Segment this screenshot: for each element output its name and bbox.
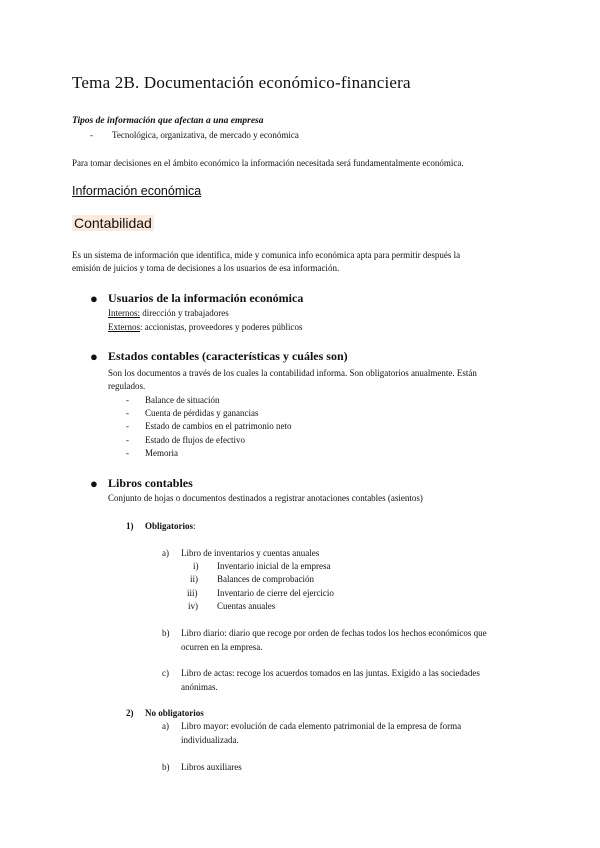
sub-item-num: iii) xyxy=(187,588,198,598)
contabilidad-heading: Contabilidad xyxy=(74,215,152,231)
estados-item: Estado de cambios en el patrimonio neto xyxy=(145,421,292,431)
item-a-label: a) xyxy=(162,548,169,558)
sub-item-text: Cuentas anuales xyxy=(217,601,276,611)
libros-title: Libros contables xyxy=(108,476,193,490)
tipos-heading: Tipos de información que afectan a una empresa xyxy=(72,116,264,126)
no-obligatorios-num: 2) xyxy=(126,708,134,718)
estados-item: Estado de flujos de efectivo xyxy=(145,435,245,445)
no-obligatorios-heading: No obligatorios xyxy=(145,708,204,718)
item-a-text: Libro de inventarios y cuentas anuales xyxy=(181,548,320,558)
contabilidad-def-line-1: Es un sistema de información que identifica, mide y comunica info económica apta para permitir después la xyxy=(72,250,461,260)
no-item-b-text: Libros auxiliares xyxy=(181,762,242,772)
estados-item: Balance de situación xyxy=(145,395,220,405)
dash: - xyxy=(126,435,129,445)
dash: - xyxy=(126,448,129,458)
no-item-b-label: b) xyxy=(162,762,170,772)
no-item-a-text-line-1: Libro mayor: evolución de cada elemento patrimonial de la empresa de forma xyxy=(181,721,462,731)
item-c-text-line-2: anónimas. xyxy=(181,682,218,692)
tipos-item: Tecnológica, organizativa, de mercado y económica xyxy=(112,130,299,140)
externos-text: : accionistas, proveedores y poderes públicos xyxy=(140,322,303,332)
bullet-icon: ● xyxy=(90,476,98,491)
externos-label: Externos xyxy=(108,322,140,332)
sub-item-text: Inventario inicial de la empresa xyxy=(217,561,331,571)
estados-title: Estados contables (características y cuáles son) xyxy=(108,349,348,363)
usuarios-title: Usuarios de la información económica xyxy=(108,291,304,305)
dash: - xyxy=(126,421,129,431)
sub-item-num: ii) xyxy=(190,574,198,584)
obligatorios-colon: : xyxy=(193,521,196,531)
intro-paragraph: Para tomar decisiones en el ámbito económico la información necesitada será fundamentalmente económica. xyxy=(72,158,464,168)
obligatorios-label: Obligatorios xyxy=(145,521,194,531)
item-b-text-line-1: Libro diario: diario que recoge por orden de fechas todos los hechos económicos que xyxy=(181,628,487,638)
item-c-text-line-1: Libro de actas: recoge los acuerdos tomados en las juntas. Exigido a las sociedades xyxy=(181,668,480,678)
contabilidad-def-line-2: emisión de juicios y toma de decisiones a los usuarios de esa información. xyxy=(72,263,340,273)
usuarios-externos xyxy=(108,321,302,334)
usuarios-internos xyxy=(108,307,229,320)
obligatorios-heading xyxy=(145,520,196,533)
sub-item-text: Inventario de cierre del ejercicio xyxy=(217,588,334,598)
sub-item-num: i) xyxy=(193,561,199,571)
bullet-icon: ● xyxy=(90,291,98,306)
estados-desc-line-2: regulados. xyxy=(108,381,146,391)
info-economica-heading: Información económica xyxy=(72,184,202,198)
tipos-dash: - xyxy=(90,130,93,140)
no-item-a-text-line-2: individualizada. xyxy=(181,735,239,745)
estados-item: Cuenta de pérdidas y ganancias xyxy=(145,408,259,418)
dash: - xyxy=(126,408,129,418)
dash: - xyxy=(126,395,129,405)
estados-desc-line-1: Son los documentos a través de los cuales la contabilidad informa. Son obligatorios anualmente. Están xyxy=(108,368,477,378)
estados-item: Memoria xyxy=(145,448,178,458)
item-c-label: c) xyxy=(162,668,169,678)
item-b-text-line-2: ocurren en la empresa. xyxy=(181,642,263,652)
libros-desc: Conjunto de hojas o documentos destinados a registrar anotaciones contables (asientos) xyxy=(108,493,423,503)
obligatorios-num: 1) xyxy=(126,521,134,531)
sub-item-text: Balances de comprobación xyxy=(217,574,314,584)
page-title: Tema 2B. Documentación económico-financiera xyxy=(72,73,411,92)
item-b-label: b) xyxy=(162,628,170,638)
no-item-a-label: a) xyxy=(162,721,169,731)
bullet-icon: ● xyxy=(90,349,98,364)
internos-label: Internos: xyxy=(108,308,140,318)
sub-item-num: iv) xyxy=(188,601,198,611)
internos-text: dirección y trabajadores xyxy=(140,308,229,318)
